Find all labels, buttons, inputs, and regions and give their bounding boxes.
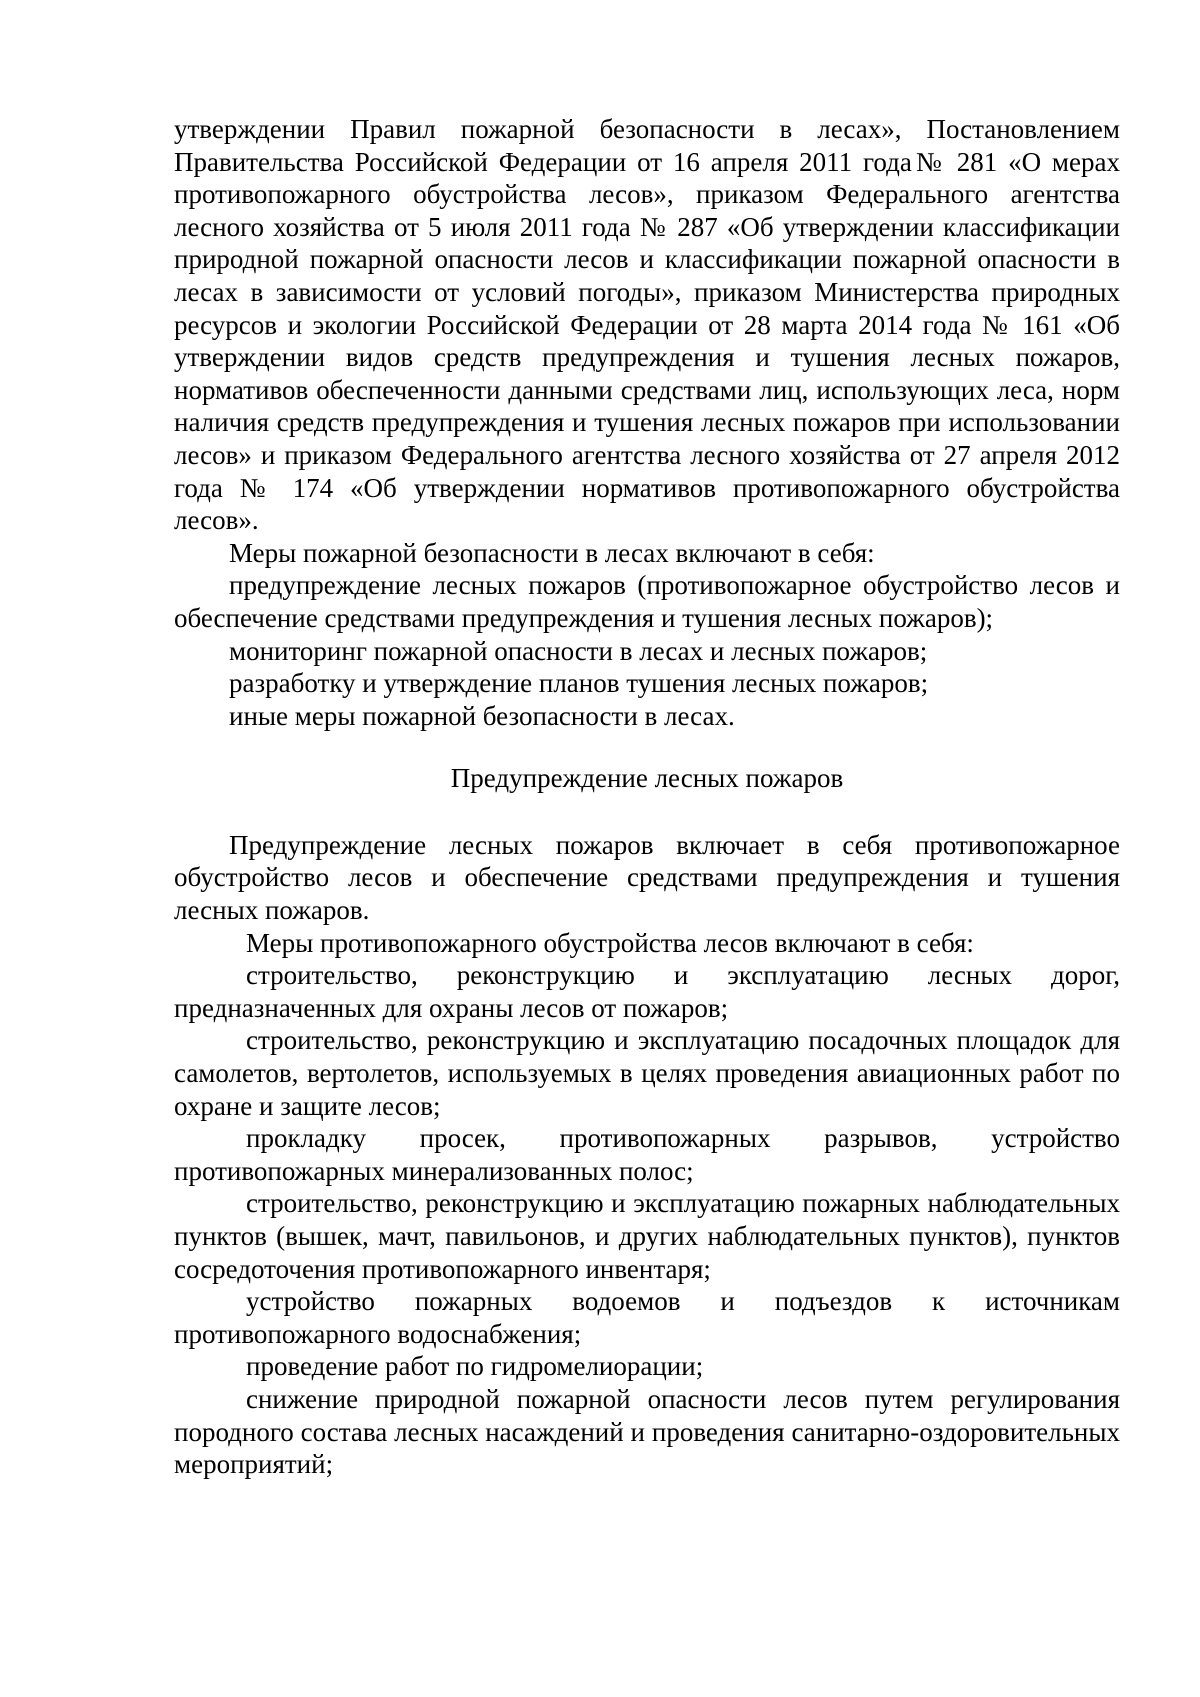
list-item-water-reservoirs: устройство пожарных водоемов и подъездов к источникам противопожарного водоснабжения; [174, 1286, 1120, 1349]
document-page [174, 113, 1120, 1481]
list-item-clearings: прокладку просек, противопожарных разрывов, устройство противопожарных минерализованных полос; [174, 1123, 1120, 1186]
list-item-hydromelioration: проведение работ по гидромелиорации; [246, 1351, 704, 1382]
list-item-observation-points: строительство, реконструкцию и эксплуатацию пожарных наблюдательных пунктов (вышек, мачт, павильонов, и других наблюдательных пунктов), пунктов сосредоточения противопожарного инвентаря; [174, 1188, 1120, 1284]
list-item-other-measures: иные меры пожарной безопасности в лесах. [229, 700, 735, 731]
list-item-landing-sites: строительство, реконструкцию и эксплуатацию посадочных площадок для самолетов, вертолетов, используемых в целях проведения авиационных работ по охране и защите лесов; [174, 1025, 1120, 1121]
list-item-prevention: предупреждение лесных пожаров (противопожарное обустройство лесов и обеспечение средствами предупреждения и тушения лесных пожаров); [174, 570, 1120, 633]
list-item-fire-risk-reduction: снижение природной пожарной опасности лесов путем регулирования породного состава лесных насаждений и проведения санитарно-оздоровительных мероприятий; [174, 1383, 1120, 1480]
paragraph-measures-intro: Меры пожарной безопасности в лесах включают в себя: [229, 537, 875, 568]
section-heading: Предупреждение лесных пожаров [450, 763, 844, 794]
paragraph-legal-basis: утверждении Правил пожарной безопасности в лесах», Постановлением Правительства Российской Федерации от 16 апреля 2011 года№ 281 «О мерах противопожарного обустройства лесов», приказом Федерального агентства лесного хозяйства от 5 июля 2011 года № 287 «Об утверждении классификации природной пожарной опасности лесов и классификации пожарной опасности в лесах в зависимости от условий погоды», приказом Министерства природных ресурсов и экологии Российской Федерации от 28 марта 2014 года № 161 «Об утверждении видов средств предупреждения и тушения лесных пожаров, нормативов обеспеченности данными средствами лиц, использующих леса, норм наличия средств предупреждения и тушения лесных пожаров при использовании лесов» и приказом Федерального агентства лесного хозяйства от 27 апреля 2012 года № 174 «Об утверждении нормативов противопожарного обустройства лесов». [174, 114, 1120, 536]
list-item-monitoring: мониторинг пожарной опасности в лесах и лесных пожаров; [229, 635, 928, 666]
paragraph-fire-measures-intro: Меры противопожарного обустройства лесов включают в себя: [246, 927, 974, 958]
list-item-forest-roads: строительство, реконструкцию и эксплуатацию лесных дорог, предназначенных для охраны лесов от пожаров; [174, 960, 1120, 1023]
list-item-plans: разработку и утверждение планов тушения лесных пожаров; [229, 668, 929, 699]
paragraph-prevention-definition: Предупреждение лесных пожаров включает в себя противопожарное обустройство лесов и обеспечение средствами предупреждения и тушения лесных пожаров. [174, 829, 1120, 926]
